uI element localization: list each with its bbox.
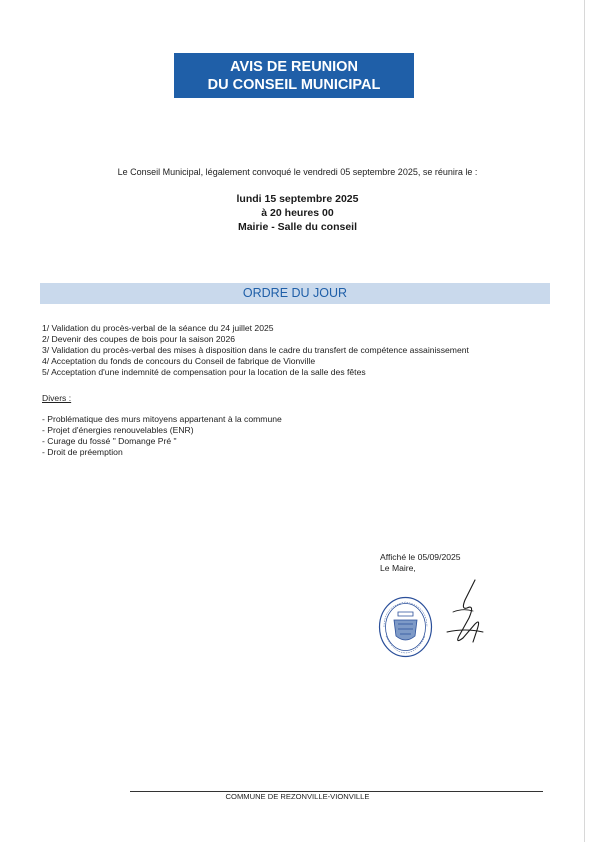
scan-edge-line <box>584 0 585 842</box>
mayor-signature <box>445 578 490 648</box>
divers-item: - Problématique des murs mitoyens appartenant à la commune <box>42 414 282 424</box>
divers-item: - Curage du fossé " Domange Pré " <box>42 436 177 446</box>
footer-text: COMMUNE DE REZONVILLE-VIONVILLE <box>225 792 370 801</box>
meeting-details <box>0 192 595 234</box>
agenda-item: 5/ Acceptation d'une indemnité de compensation pour la location de la salle des fêtes <box>42 367 366 377</box>
divers-list <box>42 414 282 458</box>
posted-block <box>380 552 461 574</box>
agenda-item: 2/ Devenir des coupes de bois pour la saison 2026 <box>42 334 236 344</box>
meeting-time: à 20 heures 00 <box>261 207 334 219</box>
divers-item: - Droit de préemption <box>42 447 123 457</box>
agenda-list <box>42 323 562 378</box>
agenda-item: 4/ Acceptation du fonds de concours du Conseil de fabrique de Vionville <box>42 356 316 366</box>
notice-title-line2: DU CONSEIL MUNICIPAL <box>207 76 381 93</box>
posted-date: Affiché le 05/09/2025 <box>380 552 461 562</box>
meeting-place: Mairie - Salle du conseil <box>237 221 358 233</box>
municipal-seal-stamp <box>378 596 433 658</box>
agenda-item: 1/ Validation du procès-verbal de la séance du 24 juillet 2025 <box>42 323 274 333</box>
divers-item: - Projet d'énergies renouvelables (ENR) <box>42 425 194 435</box>
agenda-item: 3/ Validation du procès-verbal des mises à disposition dans le cadre du transfert de compétence assainissement <box>42 345 469 355</box>
convocation-text: Le Conseil Municipal, légalement convoqué le vendredi 05 septembre 2025, se réunira le : <box>117 167 478 177</box>
meeting-date: lundi 15 septembre 2025 <box>236 193 359 205</box>
agenda-heading: ORDRE DU JOUR <box>40 283 550 304</box>
mayor-label: Le Maire, <box>380 563 416 573</box>
notice-title-box <box>174 53 414 98</box>
notice-title-line1: AVIS DE REUNION <box>230 58 358 75</box>
divers-heading: Divers : <box>42 393 72 403</box>
